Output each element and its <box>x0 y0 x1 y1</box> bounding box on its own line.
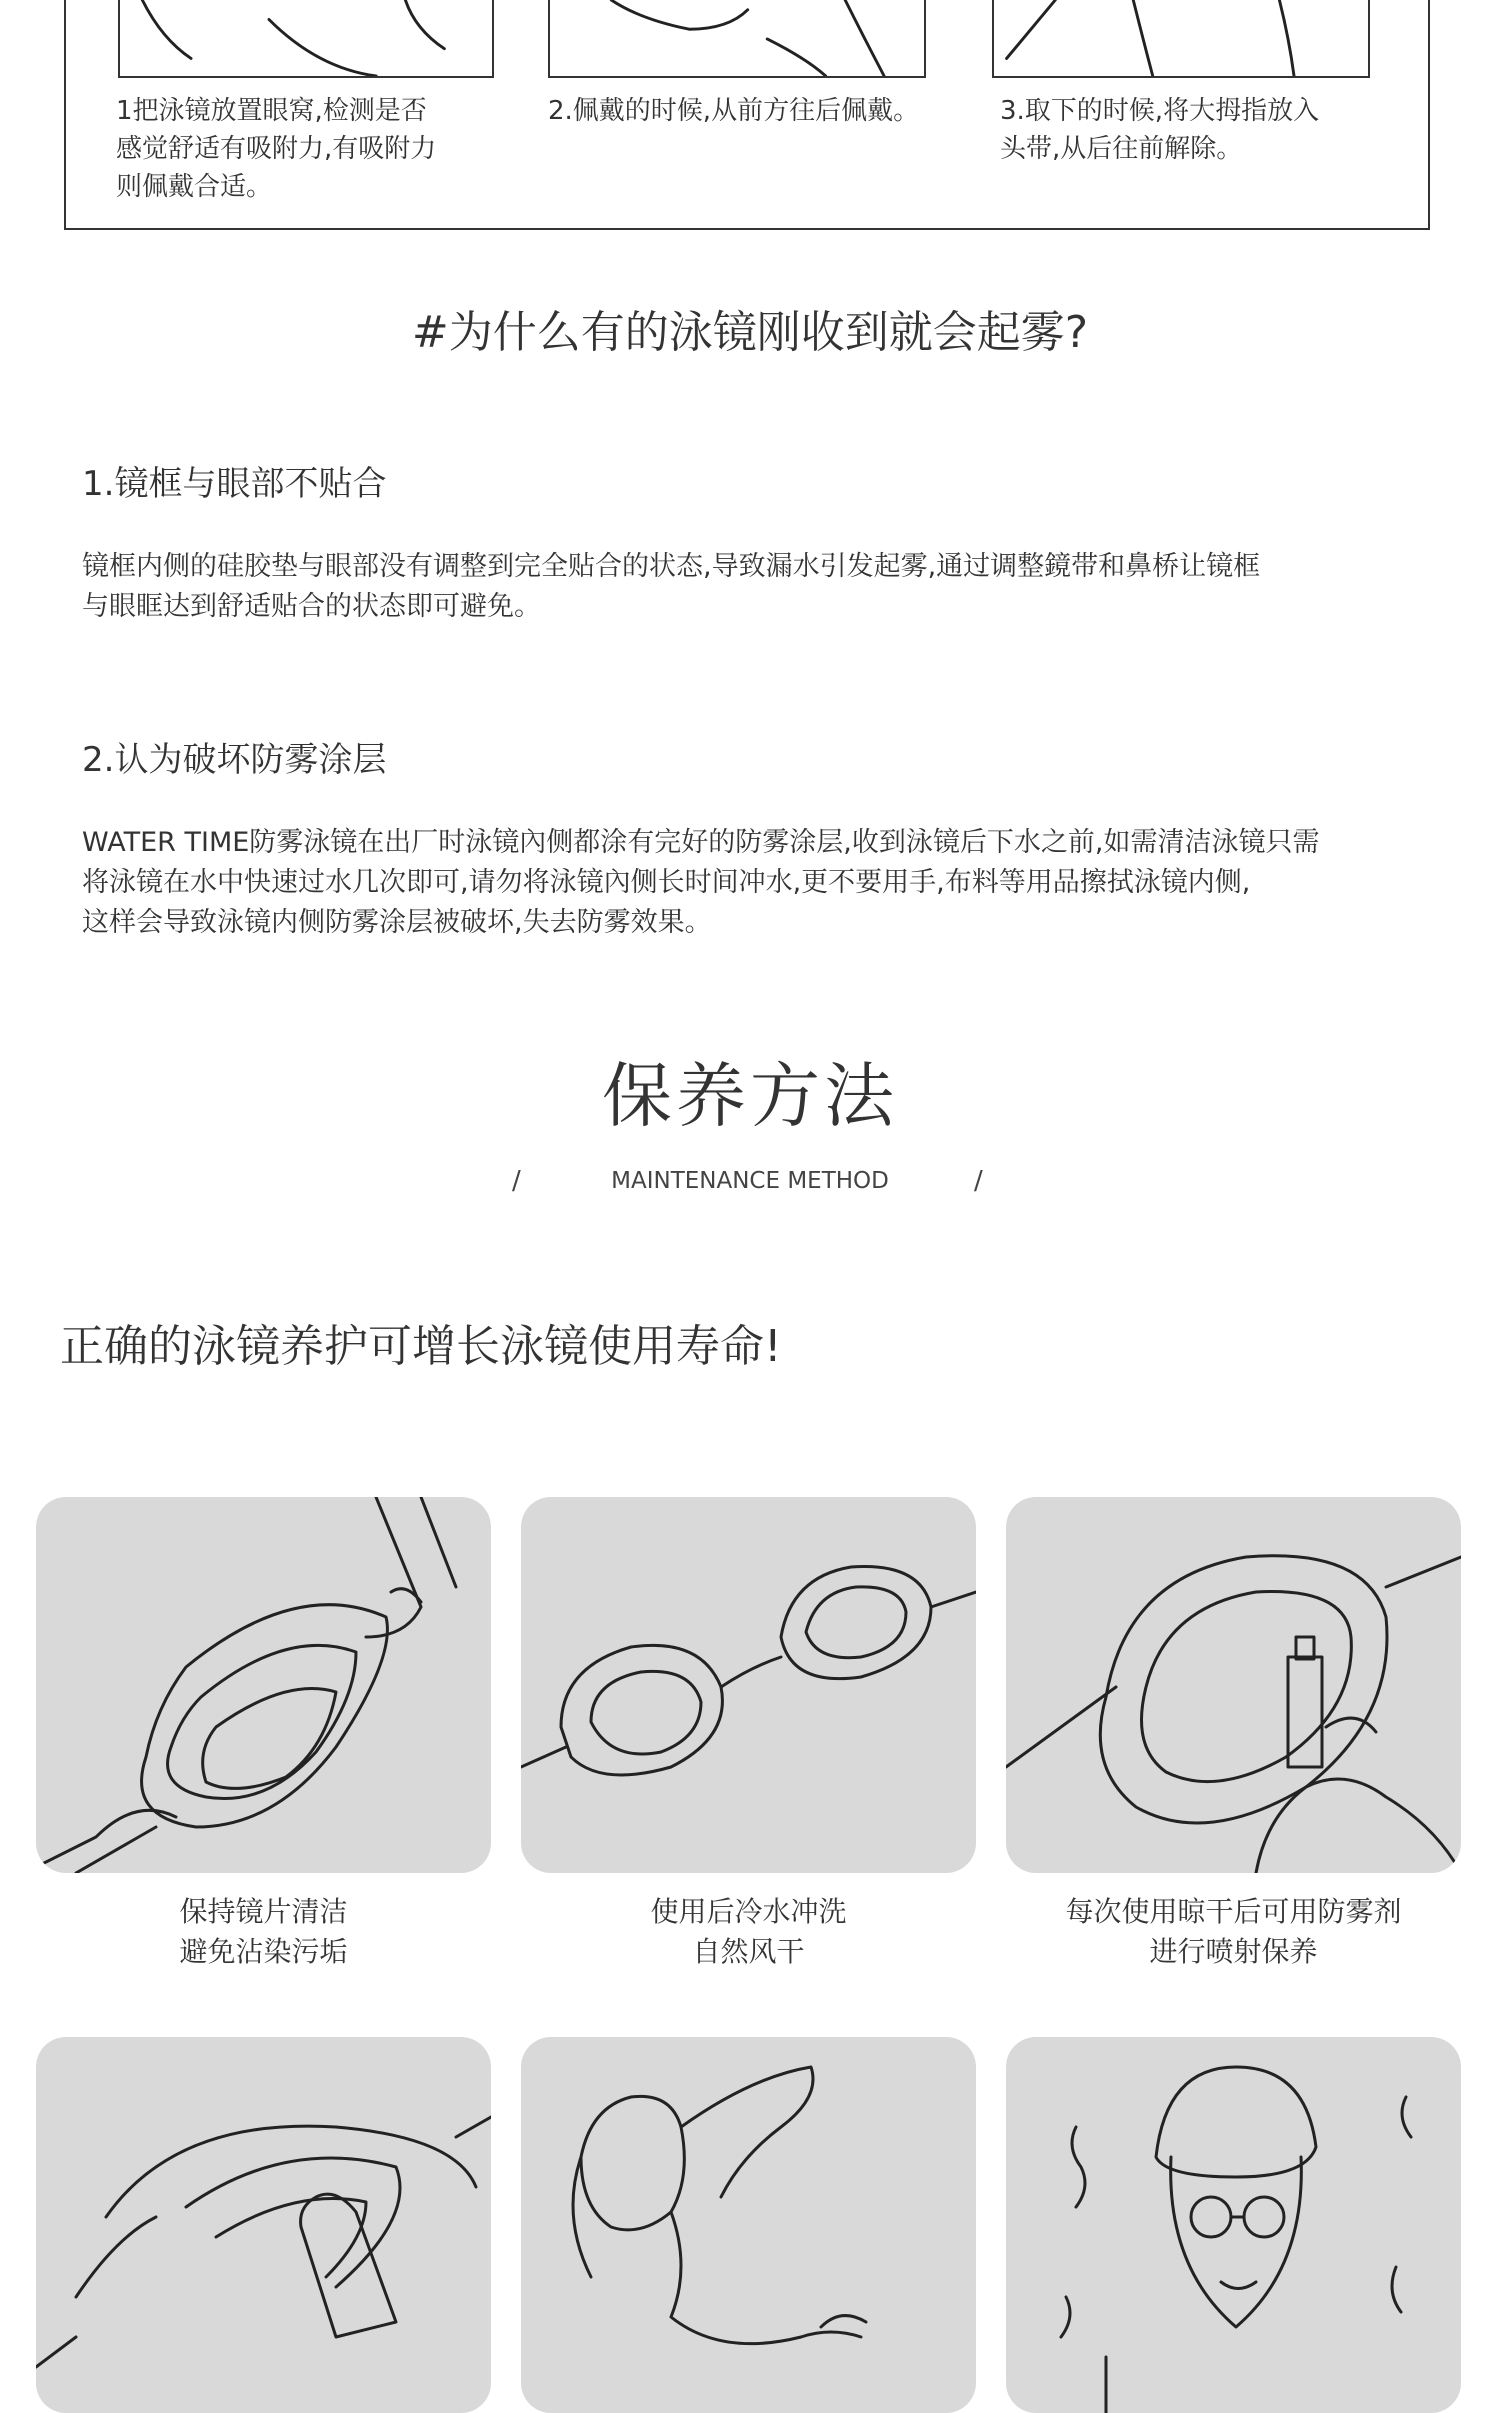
maintenance-title: 保养方法 <box>602 1055 898 1137</box>
usage-step-1-text: 1把泳镜放置眼窝,检测是否 感觉舒适有吸附力,有吸附力 则佩戴合适。 <box>116 96 437 202</box>
card-goggles-rinse-icon <box>521 1497 976 1873</box>
card-caption-3: 每次使用晾干后可用防雾剂 进行喷射保养 <box>1065 1895 1402 1968</box>
subtitle-slash-left: / <box>512 1166 521 1196</box>
faq-title: #为什么有的泳镜刚收到就会起雾? <box>411 307 1089 358</box>
card-goggle-lens-icon <box>36 1497 491 1873</box>
usage-step-2-text: 2.佩戴的时候,从前方往后佩戴。 <box>548 96 920 126</box>
faq-heading-2: 2.认为破坏防雾涂层 <box>82 740 387 780</box>
maintenance-subtitle: MAINTENANCE METHOD <box>611 1168 889 1194</box>
card-finger-touch-lens-icon <box>36 2037 491 2413</box>
card-caption-1: 保持镜片清洁 避免沾染污垢 <box>179 1895 348 1968</box>
card-towel-head-goggles-icon <box>1006 2037 1461 2413</box>
faq-body-1: 镜框内侧的硅胶垫与眼部没有调整到完全贴合的状态,导致漏水引发起雾,通过调整鏡带和鼻桥让镜框 与眼眶达到舒适贴合的状态即可避免。 <box>82 551 1261 622</box>
card-swimmer-icon <box>521 2037 976 2413</box>
usage-illustration-3 <box>992 0 1370 78</box>
card-caption-2: 使用后冷水冲洗 自然风干 <box>650 1895 847 1968</box>
faq-body-2: WATER TIME防雾泳镜在出厂时泳镜內侧都涂有完好的防雾涂层,收到泳镜后下水之前,如需清洁泳镜只需 将泳镜在水中快速过水几次即可,请勿将泳镜內侧长时间冲水,更不要用手,布料等用品擦拭泳镜内侧, 这样会导致泳镜内侧防雾涂层被破坏,失去防雾效果。 <box>82 827 1320 938</box>
subtitle-slash-right: / <box>974 1166 983 1196</box>
maintenance-tagline: 正确的泳镜养护可增长泳镜使用寿命! <box>60 1321 782 1372</box>
usage-step-3-text: 3.取下的时候,将大拇指放入 头带,从后往前解除。 <box>1000 96 1320 164</box>
usage-illustration-1 <box>118 0 494 78</box>
usage-illustration-2 <box>548 0 926 78</box>
card-antifog-spray-icon <box>1006 1497 1461 1873</box>
faq-heading-1: 1.镜框与眼部不贴合 <box>82 464 387 504</box>
